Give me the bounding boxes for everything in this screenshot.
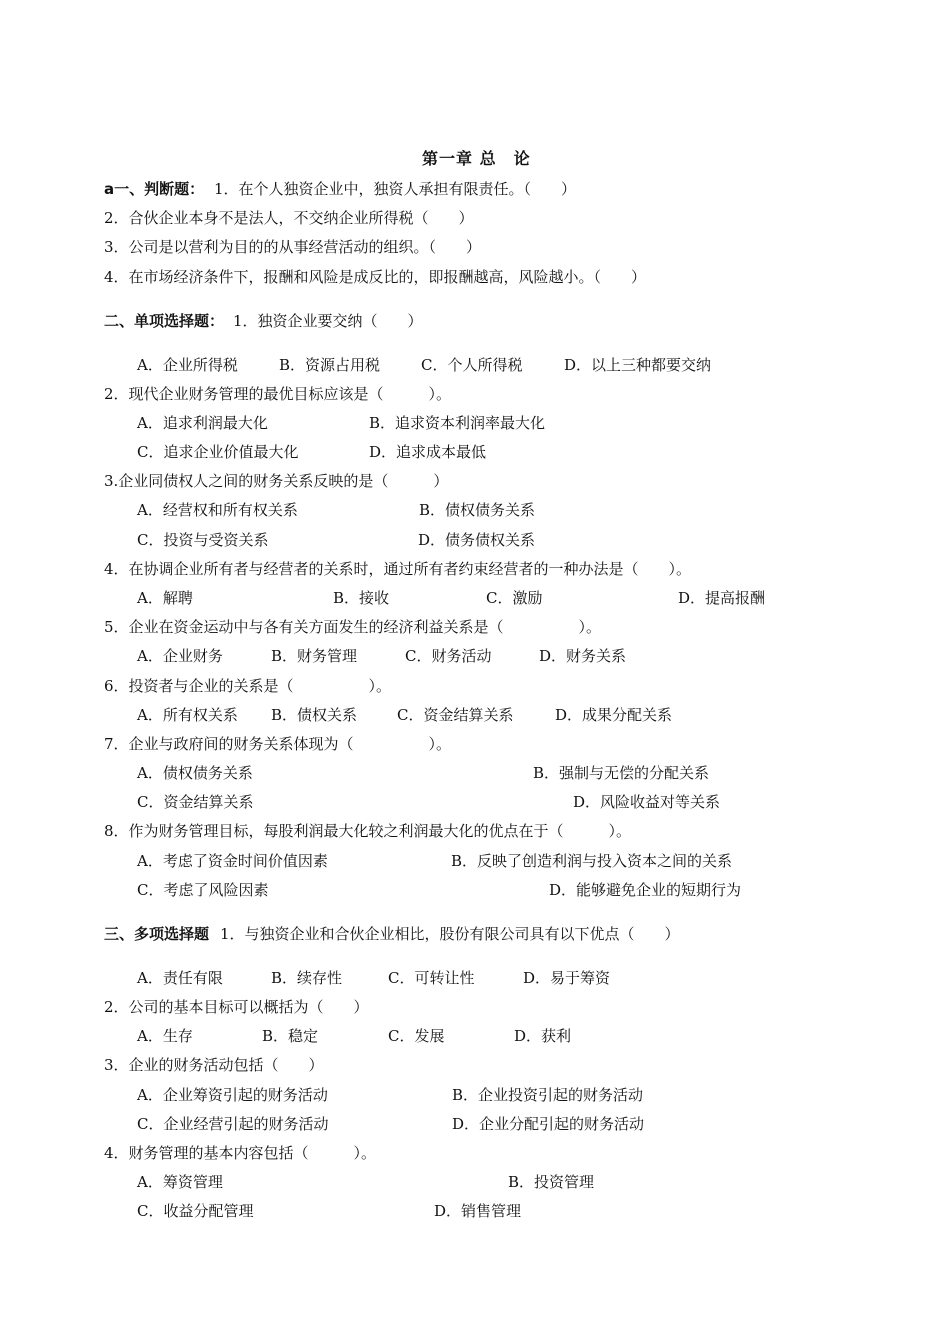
s2-q8-option-a: A．考虑了资金时间价值因素 <box>137 852 328 870</box>
s2-q3-option-c: C．投资与受资关系 <box>137 531 269 549</box>
s2-q4-option-a: A．解聘 <box>137 589 193 607</box>
s2-q6-option-b: B．债权关系 <box>271 706 358 724</box>
s2-q7-option-c: C．资金结算关系 <box>137 793 254 811</box>
s2-q1: 1．独资企业要交纳（ ） <box>233 312 423 330</box>
s1-q3: 3．公司是以营利为目的的从事经营活动的组织。（ ） <box>104 238 482 256</box>
s2-q2-option-a: A．追求利润最大化 <box>137 414 268 432</box>
s3-q4-option-d: D．销售管理 <box>434 1202 522 1220</box>
s2-q1-option-a: A．企业所得税 <box>137 356 238 374</box>
s2-q5-option-d: D．财务关系 <box>539 647 627 665</box>
page-title: 第一章 总 论 <box>422 149 531 168</box>
s3-q1: 1．与独资企业和合伙企业相比，股份有限公司具有以下优点（ ） <box>220 925 680 943</box>
s3-q3-option-b: B．企业投资引起的财务活动 <box>452 1086 644 1104</box>
s2-q5-option-c: C．财务活动 <box>405 647 492 665</box>
s3-q4: 4．财务管理的基本内容包括（ ）。 <box>104 1144 377 1162</box>
s3-q3-option-d: D．企业分配引起的财务活动 <box>452 1115 645 1133</box>
s2-q8: 8．作为财务管理目标，每股利润最大化较之利润最大化的优点在于（ ）。 <box>104 822 632 840</box>
s3-q3-option-a: A．企业筹资引起的财务活动 <box>137 1086 328 1104</box>
s3-q2-option-c: C．发展 <box>388 1027 445 1045</box>
s2-q8-option-c: C．考虑了风险因素 <box>137 881 269 899</box>
s2-q3-option-d: D．债务债权关系 <box>418 531 536 549</box>
s2-q6: 6．投资者与企业的关系是（ ）。 <box>104 677 392 695</box>
s1-q2: 2．合伙企业本身不是法人，不交纳企业所得税（ ） <box>104 209 474 227</box>
s2-q8-option-d: D．能够避免企业的短期行为 <box>549 881 742 899</box>
s2-q1-option-b: B．资源占用税 <box>279 356 381 374</box>
section-3-heading: 三、多项选择题 <box>104 925 210 943</box>
s1-q4: 4．在市场经济条件下，报酬和风险是成反比的，即报酬越高，风险越小。（ ） <box>104 268 647 286</box>
s2-q4: 4．在协调企业所有者与经营者的关系时，通过所有者约束经营者的一种办法是（ ）。 <box>104 560 692 578</box>
section-2-heading: 二、单项选择题： <box>104 312 225 330</box>
s2-q7: 7．企业与政府间的财务关系体现为（ ）。 <box>104 735 452 753</box>
s2-q2: 2．现代企业财务管理的最优目标应该是（ ）。 <box>104 385 452 403</box>
s2-q2-option-d: D．追求成本最低 <box>369 443 487 461</box>
s1-q1: 1．在个人独资企业中，独资人承担有限责任。（ ） <box>214 180 577 198</box>
s2-q4-option-d: D．提高报酬 <box>678 589 766 607</box>
s2-q3-option-b: B．债权债务关系 <box>419 501 536 519</box>
s2-q8-option-b: B．反映了创造利润与投入资本之间的关系 <box>451 852 733 870</box>
s3-q1-option-c: C．可转让性 <box>388 969 475 987</box>
s2-q4-option-b: B．接收 <box>333 589 390 607</box>
s2-q6-option-a: A．所有权关系 <box>137 706 238 724</box>
s2-q7-option-a: A．债权债务关系 <box>137 764 253 782</box>
s3-q1-option-a: A．责任有限 <box>137 969 223 987</box>
s2-q5-option-b: B．财务管理 <box>271 647 358 665</box>
s2-q4-option-c: C．激励 <box>486 589 543 607</box>
s2-q3: 3.企业同债权人之间的财务关系反映的是（ ） <box>104 472 449 490</box>
s2-q5: 5．企业在资金运动中与各有关方面发生的经济利益关系是（ ）。 <box>104 618 602 636</box>
s3-q2-option-a: A．生存 <box>137 1027 193 1045</box>
s3-q2: 2．公司的基本目标可以概括为（ ） <box>104 998 369 1016</box>
section-1-heading: a一、判断题： <box>104 180 205 198</box>
s3-q2-option-b: B．稳定 <box>262 1027 319 1045</box>
s3-q2-option-d: D．获利 <box>514 1027 572 1045</box>
s3-q4-option-a: A．筹资管理 <box>137 1173 223 1191</box>
s3-q3: 3．企业的财务活动包括（ ） <box>104 1056 324 1074</box>
s3-q1-option-b: B．续存性 <box>271 969 343 987</box>
s2-q2-option-c: C．追求企业价值最大化 <box>137 443 299 461</box>
s2-q2-option-b: B．追求资本利润率最大化 <box>369 414 546 432</box>
s3-q1-option-d: D．易于筹资 <box>523 969 611 987</box>
s2-q7-option-d: D．风险收益对等关系 <box>573 793 721 811</box>
s2-q5-option-a: A．企业财务 <box>137 647 223 665</box>
s3-q4-option-c: C．收益分配管理 <box>137 1202 254 1220</box>
s2-q1-option-d: D．以上三种都要交纳 <box>564 356 712 374</box>
s2-q1-option-c: C．个人所得税 <box>421 356 523 374</box>
s2-q3-option-a: A．经营权和所有权关系 <box>137 501 298 519</box>
s2-q7-option-b: B．强制与无偿的分配关系 <box>533 764 710 782</box>
s3-q4-option-b: B．投资管理 <box>508 1173 595 1191</box>
s3-q3-option-c: C．企业经营引起的财务活动 <box>137 1115 329 1133</box>
s2-q6-option-d: D．成果分配关系 <box>555 706 673 724</box>
s2-q6-option-c: C．资金结算关系 <box>397 706 514 724</box>
